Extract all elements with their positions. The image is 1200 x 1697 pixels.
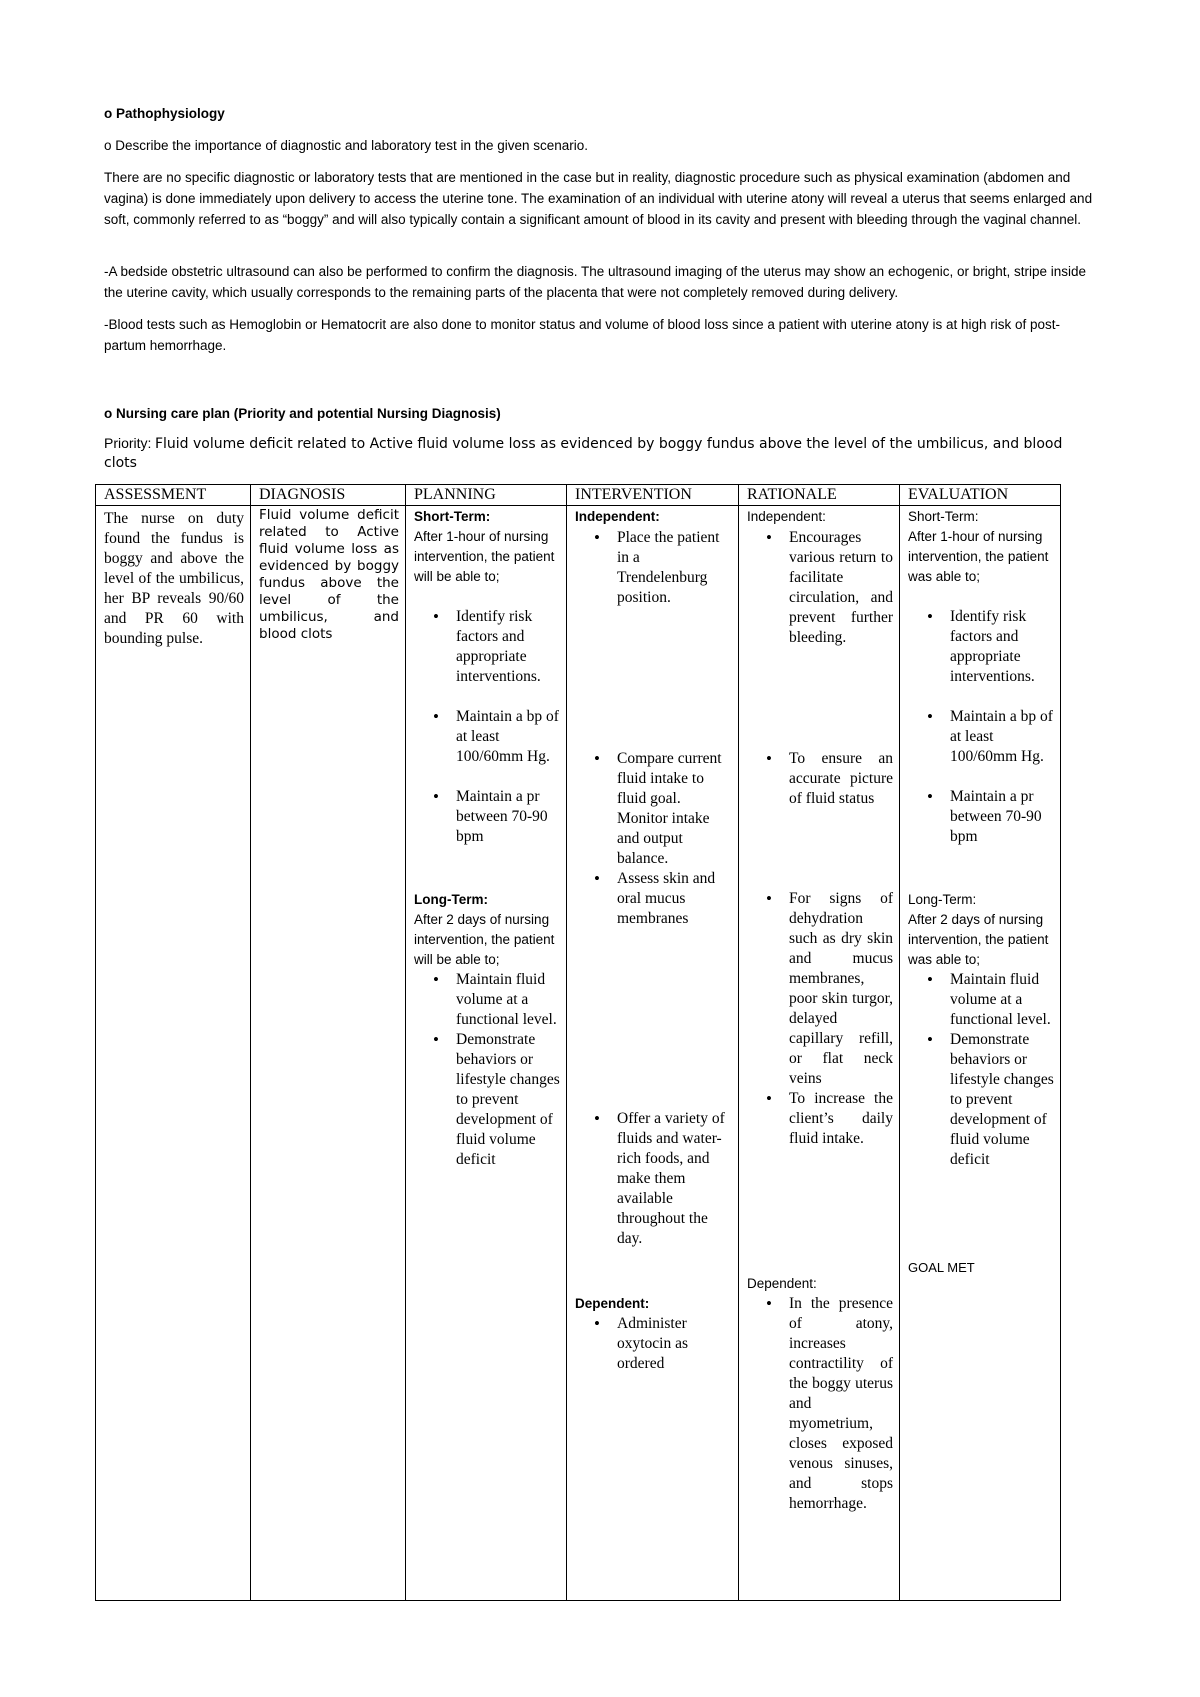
rationale-cell — [739, 506, 900, 1601]
rationale-dependent-item: • In the presence of atony, increases contractility of the boggy uterus and myometrium, closes exposed venous sinuses, and stops hemorrhage. — [739, 1294, 893, 1514]
table-header-row — [96, 485, 1061, 506]
evaluation-short-item: • Maintain a bp of at least 100/60mm Hg. — [900, 707, 1054, 767]
rationale-item: • Encourages various return to facilitate circulation, and prevent further bleeding. — [739, 528, 893, 648]
rationale-item: • To ensure an accurate picture of fluid status — [739, 749, 893, 809]
planning-long-item: • Demonstrate behaviors or lifestyle changes to prevent development of fluid volume deficit — [406, 1030, 560, 1170]
planning-short-intro: After 1-hour of nursing intervention, the patient will be able to; — [414, 529, 555, 584]
planning-short-item: • Identify risk factors and appropriate interventions. — [406, 607, 560, 687]
evaluation-short-item: • Maintain a pr between 70-90 bpm — [900, 787, 1054, 847]
evaluation-cell — [900, 506, 1061, 1601]
diagnosis-text: Fluid volume deficit related to Active fluid volume loss as evidenced by boggy fundus above the level of the umbilicus, and blood clots — [259, 507, 399, 642]
header-planning: PLANNING — [406, 485, 567, 506]
planning-cell — [406, 506, 567, 1601]
intervention-item: • Place the patient in a Trendelenburg position. — [567, 528, 732, 608]
assessment-cell — [96, 506, 251, 1601]
planning-short-label: Short-Term: — [414, 509, 491, 524]
diagnostic-paragraph-1: There are no specific diagnostic or laboratory tests that are mentioned in the case but in reality, diagnostic procedure such as physical examination (abdomen and vagina) is done immediately upon delivery to access the uterine tone. The examination of an individual with uterine atony will reveal a uterus that seems enlarged and soft, commonly referred to as “boggy” and will also typically contain a significant amount of blood in its cavity and present with bleeding through the vaginal channel. — [104, 170, 1093, 227]
planning-long-label: Long-Term: — [414, 892, 488, 907]
header-evaluation: EVALUATION — [900, 485, 1061, 506]
planning-short-item: • Maintain a bp of at least 100/60mm Hg. — [406, 707, 560, 767]
intervention-cell — [567, 506, 739, 1601]
care-plan-heading: o Nursing care plan (Priority and potential Nursing Diagnosis) — [104, 406, 501, 421]
intervention-item: • Offer a variety of fluids and water-rich foods, and make them available throughout the day. — [567, 1109, 732, 1249]
table-row — [96, 506, 1061, 1601]
diagnostic-paragraph-3: -Blood tests such as Hemoglobin or Hematocrit are also done to monitor status and volume of blood loss since a patient with uterine atony is at high risk of post-partum hemorrhage. — [104, 317, 1060, 353]
intervention-dependent-label: Dependent: — [575, 1296, 650, 1311]
assessment-text: The nurse on duty found the fundus is boggy and above the level of the umbilicus, her BP reveals 90/60 and PR 60 with bounding pulse. — [104, 510, 244, 647]
rationale-dependent-label: Dependent: — [747, 1276, 817, 1291]
header-diagnosis: DIAGNOSIS — [251, 485, 406, 506]
diagnostic-question: o Describe the importance of diagnostic and laboratory test in the given scenario. — [104, 138, 589, 153]
header-assessment: ASSESSMENT — [96, 485, 251, 506]
evaluation-short-item: • Identify risk factors and appropriate interventions. — [900, 607, 1054, 687]
diagnosis-cell — [251, 506, 406, 1601]
priority-statement — [104, 434, 1094, 473]
rationale-item: • For signs of dehydration such as dry skin and mucus membranes, poor skin turgor, delayed capillary refill, or flat neck veins — [739, 889, 893, 1089]
priority-text: Fluid volume deficit related to Active fluid volume loss as evidenced by boggy fundus above the level of the umbilicus, and blood clots — [104, 436, 1063, 471]
intervention-dependent-item: • Administer oxytocin as ordered — [567, 1314, 732, 1374]
planning-long-item: • Maintain fluid volume at a functional level. — [406, 970, 560, 1030]
evaluation-long-item: • Maintain fluid volume at a functional level. — [900, 970, 1054, 1030]
intervention-item: • Assess skin and oral mucus membranes — [567, 869, 732, 929]
intervention-independent-label: Independent: — [575, 509, 660, 524]
planning-long-intro: After 2 days of nursing intervention, the patient will be able to; — [414, 912, 555, 967]
diagnostic-paragraph-2: -A bedside obstetric ultrasound can also be performed to confirm the diagnosis. The ultrasound imaging of the uterus may show an echogenic, or bright, stripe inside the uterine cavity, which usually corresponds to the remaining parts of the placenta that were not completely removed during delivery. — [104, 264, 1087, 300]
care-plan-table — [95, 484, 1061, 1601]
priority-label: Priority: — [104, 435, 152, 451]
header-intervention: INTERVENTION — [567, 485, 739, 506]
evaluation-long-intro: After 2 days of nursing intervention, the patient was able to; — [908, 912, 1049, 967]
pathophysiology-heading: o Pathophysiology — [104, 106, 225, 121]
rationale-item: • To increase the client’s daily fluid intake. — [739, 1089, 893, 1149]
evaluation-long-label: Long-Term: — [908, 892, 977, 907]
evaluation-long-item: • Demonstrate behaviors or lifestyle changes to prevent development of fluid volume deficit — [900, 1030, 1054, 1170]
evaluation-short-intro: After 1-hour of nursing intervention, the patient was able to; — [908, 529, 1049, 584]
header-rationale: RATIONALE — [739, 485, 900, 506]
intervention-item: • Compare current fluid intake to fluid goal. Monitor intake and output balance. — [567, 749, 732, 869]
rationale-independent-label: Independent: — [747, 509, 826, 524]
planning-short-item: • Maintain a pr between 70-90 bpm — [406, 787, 560, 847]
goal-met-status: GOAL MET — [908, 1260, 975, 1275]
evaluation-short-label: Short-Term: — [908, 509, 979, 524]
